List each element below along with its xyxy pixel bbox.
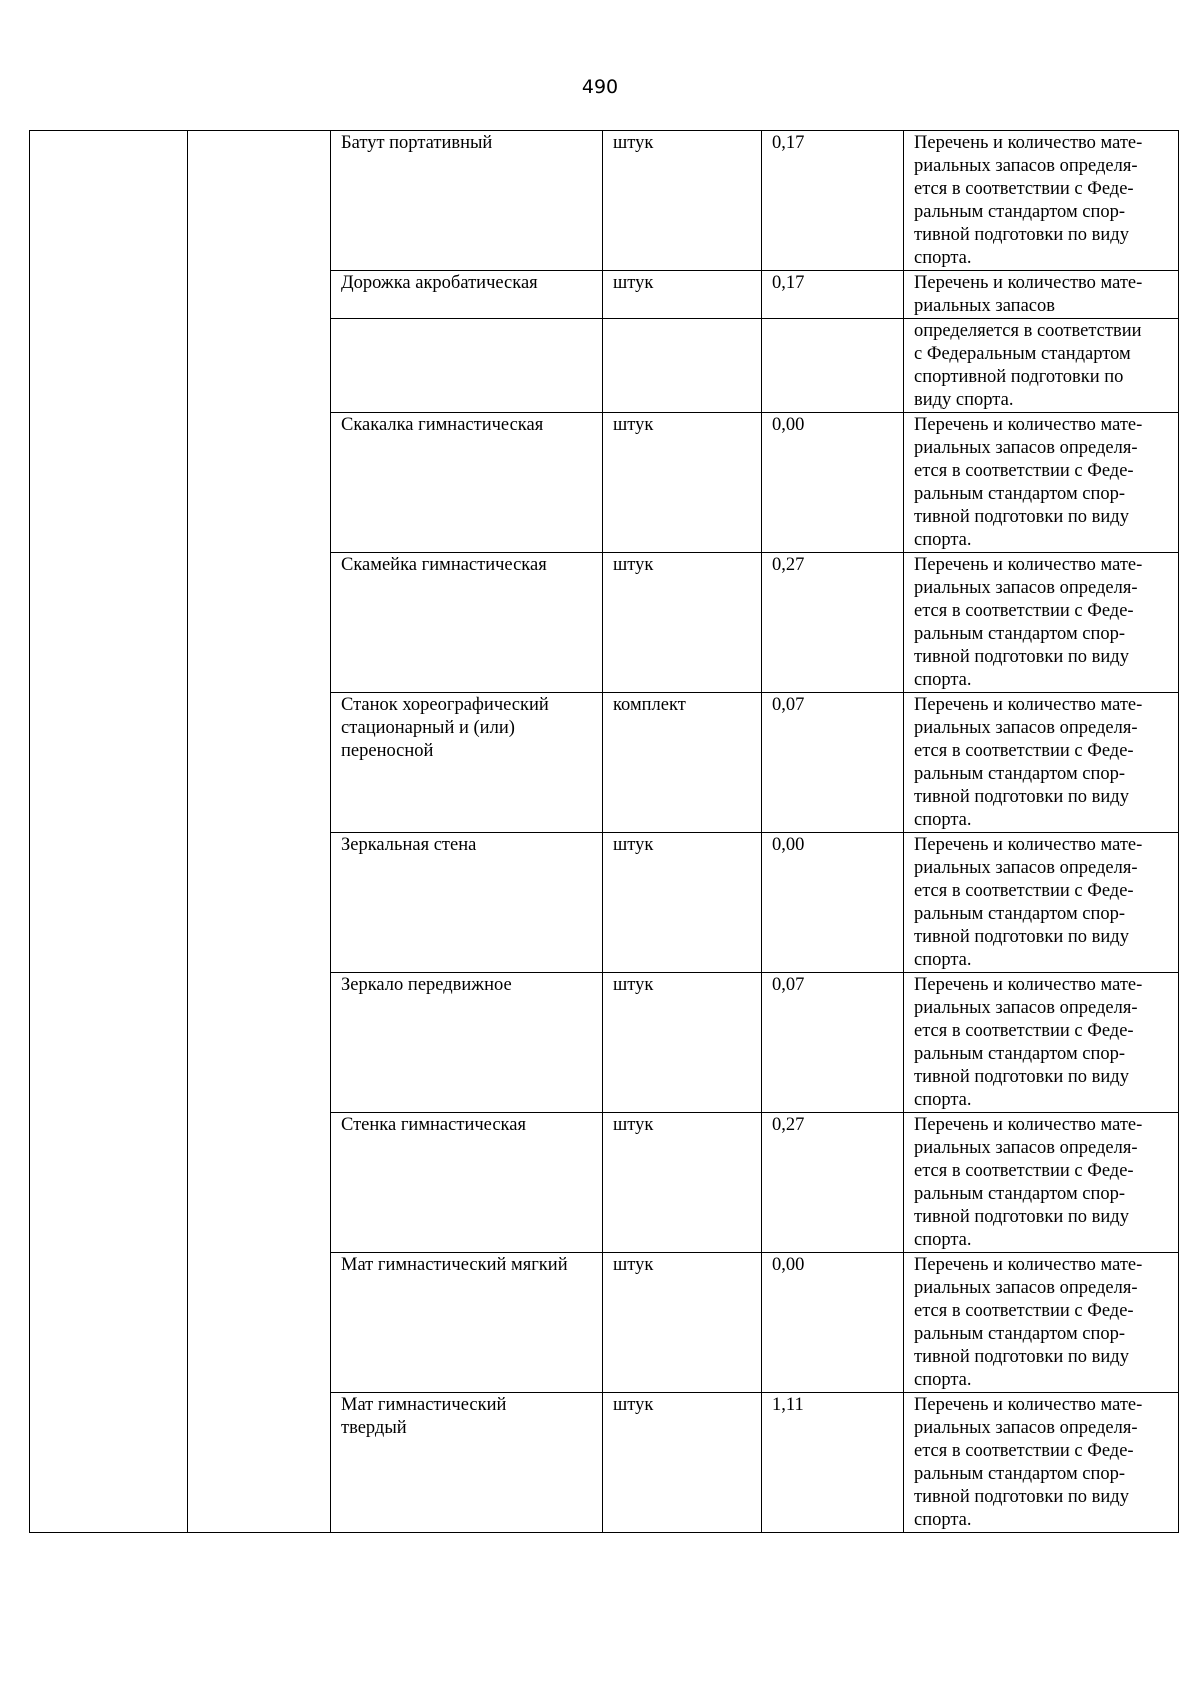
quantity-cell: 0,27 <box>762 553 904 693</box>
note-line: Перечень и количество мате- <box>914 1255 1143 1275</box>
note-line: риальных запасов <box>914 296 1055 316</box>
note-line: ется в соответствии с Феде- <box>914 179 1134 199</box>
equipment-name-line: Мат гимнастический мягкий <box>341 1255 568 1275</box>
equipment-name-cell <box>331 833 603 973</box>
note-line: ральным стандартом спор- <box>914 202 1126 222</box>
equipment-name-line: Скамейка гимнастическая <box>341 555 547 575</box>
equipment-name-line: Дорожка акробатическая <box>341 273 538 293</box>
equipment-name-line: Зеркало передвижное <box>341 975 512 995</box>
note-line: Перечень и количество мате- <box>914 415 1143 435</box>
note-line: ется в соответствии с Феде- <box>914 1161 1134 1181</box>
note-cell <box>904 833 1179 973</box>
note-line: определяется в соответствии <box>914 321 1142 341</box>
note-cell <box>904 131 1179 271</box>
note-line: Перечень и количество мате- <box>914 835 1143 855</box>
note-line: спорта. <box>914 950 972 970</box>
equipment-name-line: Зеркальная стена <box>341 835 477 855</box>
equipment-name-cell <box>331 131 603 271</box>
equipment-name-line: стационарный и (или) <box>341 718 515 738</box>
equipment-name-line: Батут портативный <box>341 133 493 153</box>
unit-cell: штук <box>603 1253 762 1393</box>
equipment-name-line: Станок хореографический <box>341 695 549 715</box>
note-line: риальных запасов определя- <box>914 1278 1138 1298</box>
note-line: тивной подготовки по виду <box>914 1487 1129 1507</box>
note-line: риальных запасов определя- <box>914 718 1138 738</box>
note-line: тивной подготовки по виду <box>914 507 1129 527</box>
unit-cell: комплект <box>603 693 762 833</box>
quantity-cell: 0,07 <box>762 693 904 833</box>
note-line: виду спорта. <box>914 390 1014 410</box>
note-line: спортивной подготовки по <box>914 367 1124 387</box>
note-line: тивной подготовки по виду <box>914 1207 1129 1227</box>
note-cell <box>904 553 1179 693</box>
note-cell <box>904 271 1179 319</box>
equipment-name-cell <box>331 413 603 553</box>
note-line: ется в соответствии с Феде- <box>914 741 1134 761</box>
note-line: ется в соответствии с Феде- <box>914 461 1134 481</box>
equipment-name-cell <box>331 319 603 413</box>
note-line: тивной подготовки по виду <box>914 225 1129 245</box>
blank-column-1 <box>30 131 188 1533</box>
quantity-cell: 0,00 <box>762 413 904 553</box>
equipment-name-line: твердый <box>341 1418 407 1438</box>
note-line: ральным стандартом спор- <box>914 1044 1126 1064</box>
unit-cell <box>603 319 762 413</box>
quantity-cell: 0,17 <box>762 271 904 319</box>
unit-cell: штук <box>603 1393 762 1533</box>
note-line: тивной подготовки по виду <box>914 927 1129 947</box>
equipment-name-line: переносной <box>341 741 434 761</box>
unit-cell: штук <box>603 973 762 1113</box>
unit-cell: штук <box>603 1113 762 1253</box>
note-cell <box>904 1253 1179 1393</box>
note-line: риальных запасов определя- <box>914 578 1138 598</box>
quantity-cell: 1,11 <box>762 1393 904 1533</box>
note-line: спорта. <box>914 670 972 690</box>
note-line: риальных запасов определя- <box>914 1138 1138 1158</box>
note-line: Перечень и количество мате- <box>914 555 1143 575</box>
equipment-name-line: Мат гимнастический <box>341 1395 507 1415</box>
note-line: спорта. <box>914 1370 972 1390</box>
quantity-cell: 0,17 <box>762 131 904 271</box>
page-number: 490 <box>581 76 619 98</box>
quantity-cell: 0,07 <box>762 973 904 1113</box>
note-line: ется в соответствии с Феде- <box>914 1301 1134 1321</box>
note-line: ральным стандартом спор- <box>914 1464 1126 1484</box>
note-line: спорта. <box>914 530 972 550</box>
note-line: Перечень и количество мате- <box>914 975 1143 995</box>
note-line: Перечень и количество мате- <box>914 695 1143 715</box>
note-cell <box>904 693 1179 833</box>
note-line: спорта. <box>914 1510 972 1530</box>
quantity-cell <box>762 319 904 413</box>
note-line: ральным стандартом спор- <box>914 1184 1126 1204</box>
equipment-name-line: Скакалка гимнастическая <box>341 415 544 435</box>
quantity-cell: 0,00 <box>762 833 904 973</box>
note-line: ральным стандартом спор- <box>914 484 1126 504</box>
note-line: тивной подготовки по виду <box>914 1067 1129 1087</box>
note-line: риальных запасов определя- <box>914 156 1138 176</box>
note-line: ральным стандартом спор- <box>914 904 1126 924</box>
note-line: ется в соответствии с Феде- <box>914 601 1134 621</box>
note-line: тивной подготовки по виду <box>914 787 1129 807</box>
note-cell <box>904 1113 1179 1253</box>
equipment-name-cell <box>331 553 603 693</box>
note-line: ется в соответствии с Феде- <box>914 1021 1134 1041</box>
equipment-name-cell <box>331 1393 603 1533</box>
note-line: спорта. <box>914 1230 972 1250</box>
note-line: риальных запасов определя- <box>914 998 1138 1018</box>
note-line: ральным стандартом спор- <box>914 1324 1126 1344</box>
table-row <box>30 131 1179 271</box>
unit-cell: штук <box>603 833 762 973</box>
equipment-name-cell <box>331 973 603 1113</box>
note-line: Перечень и количество мате- <box>914 1395 1143 1415</box>
table-body <box>30 131 1179 1533</box>
note-line: ральным стандартом спор- <box>914 624 1126 644</box>
quantity-cell: 0,00 <box>762 1253 904 1393</box>
note-line: ется в соответствии с Феде- <box>914 1441 1134 1461</box>
equipment-name-cell <box>331 271 603 319</box>
note-line: Перечень и количество мате- <box>914 1115 1143 1135</box>
note-line: тивной подготовки по виду <box>914 647 1129 667</box>
equipment-name-cell <box>331 1253 603 1393</box>
note-line: риальных запасов определя- <box>914 858 1138 878</box>
note-line: спорта. <box>914 1090 972 1110</box>
note-line: спорта. <box>914 810 972 830</box>
note-cell <box>904 1393 1179 1533</box>
note-cell <box>904 319 1179 413</box>
unit-cell: штук <box>603 271 762 319</box>
blank-column-2 <box>188 131 331 1533</box>
equipment-name-line: Стенка гимнастическая <box>341 1115 526 1135</box>
note-line: Перечень и количество мате- <box>914 273 1143 293</box>
note-line: с Федеральным стандартом <box>914 344 1131 364</box>
note-line: Перечень и количество мате- <box>914 133 1143 153</box>
equipment-name-cell <box>331 693 603 833</box>
note-line: риальных запасов определя- <box>914 1418 1138 1438</box>
unit-cell: штук <box>603 131 762 271</box>
note-line: тивной подготовки по виду <box>914 1347 1129 1367</box>
note-line: ральным стандартом спор- <box>914 764 1126 784</box>
note-cell <box>904 973 1179 1113</box>
note-line: спорта. <box>914 248 972 268</box>
equipment-table <box>29 130 1179 1533</box>
equipment-name-cell <box>331 1113 603 1253</box>
unit-cell: штук <box>603 553 762 693</box>
quantity-cell: 0,27 <box>762 1113 904 1253</box>
note-line: ется в соответствии с Феде- <box>914 881 1134 901</box>
note-line: риальных запасов определя- <box>914 438 1138 458</box>
unit-cell: штук <box>603 413 762 553</box>
note-cell <box>904 413 1179 553</box>
